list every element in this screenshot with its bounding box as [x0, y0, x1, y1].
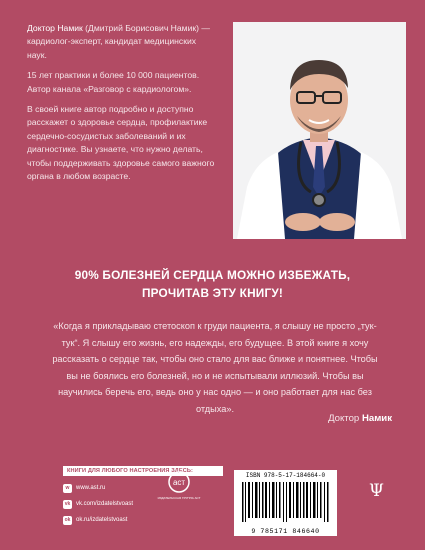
link-www[interactable]: w www.ast.ru — [63, 482, 223, 494]
age-rating-psi-icon: Ψ — [369, 481, 384, 501]
author-quote: «Когда я прикладываю стетоскоп к груди пациента, я слышу не просто „тук-тук“. Я слышу его жизнь, его надежды, его будущее. В этой книге я хочу рассказать о сердце так, чтобы оно стало для вас ближе и понятнее. Чтобы вы не боялись его болезней, но и не испытывали иллюзий. Чтобы вы научились беречь его, ведь оно у нас одно — и оно работает для нас без отдыха». — [52, 321, 378, 414]
isbn-text: ISBN 978-5-17-184664-0 — [245, 472, 326, 479]
signature: Доктор Намик — [328, 413, 392, 424]
vk-icon: vk — [64, 501, 71, 507]
author-photo — [233, 22, 406, 239]
ok-icon: ok — [64, 517, 71, 523]
www-icon: w — [63, 484, 72, 493]
bio-paragraph-1: Доктор Намик (Дмитрий Борисович Намик) — кардиолог-эксперт, кандидат медицинских наук. — [27, 23, 210, 60]
link-vk[interactable]: vk vk.com/izdatelstvoast — [64, 501, 134, 507]
author-bio — [27, 22, 217, 190]
barcode-bars — [234, 480, 337, 524]
barcode-number: 9 785171 846640 — [251, 528, 320, 535]
headline: 90% БОЛЕЗНЕЙ СЕРДЦА МОЖНО ИЗБЕЖАТЬ, ПРОЧИТАВ ЭТУ КНИГУ! — [74, 268, 351, 300]
publisher-caption: ИЗДАТЕЛЬСКАЯ ГРУППА АСТ — [157, 496, 201, 500]
link-ok[interactable]: ok ok.ru/izdatelstvoast — [64, 517, 128, 523]
publisher-logo-text: аст — [172, 478, 186, 487]
barcode — [234, 470, 337, 536]
bio-paragraph-3: В своей книге автор подробно и доступно расскажет о здоровье сердца, профилактике сердечно-сосудистых заболеваний и их диагностике. Вы узнаете, что нужно делать, чтобы поддерживать здоровье самого важного органа в любом возрасте. — [27, 104, 215, 182]
links-title: КНИГИ ДЛЯ ЛЮБОГО НАСТРОЕНИЯ ЗДЕСЬ: — [63, 466, 223, 476]
author-name: Доктор Намик — [27, 23, 83, 33]
publisher-logo — [157, 471, 201, 505]
bio-paragraph-2: 15 лет практики и более 10 000 пациентов. Автор канала «Разговор с кардиологом». — [27, 70, 200, 94]
